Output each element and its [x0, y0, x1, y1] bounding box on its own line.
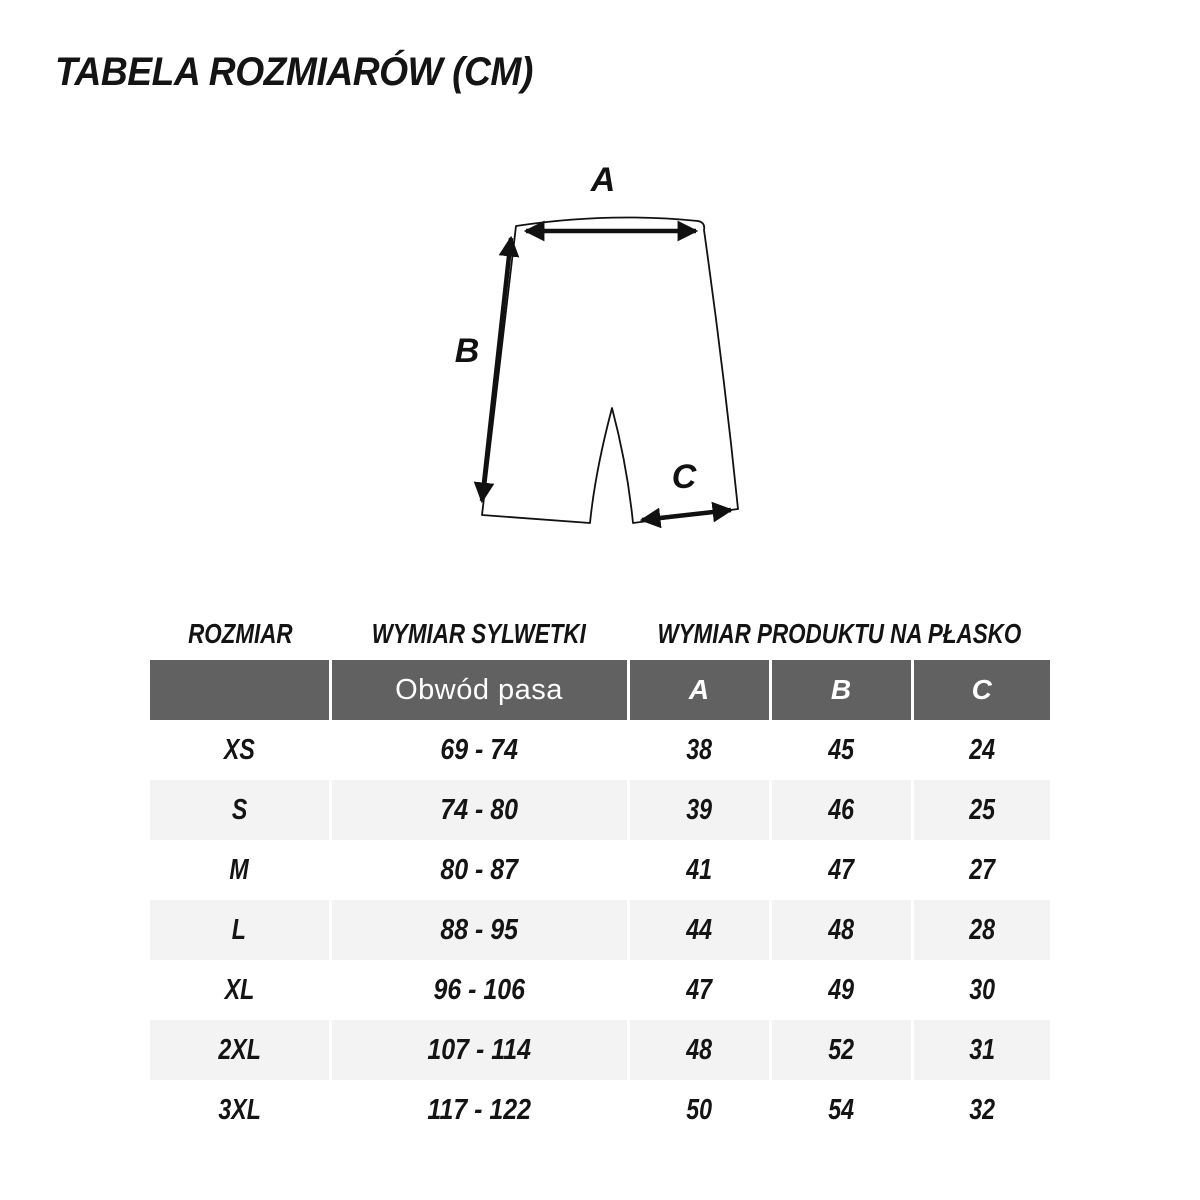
c-value: 30: [968, 973, 995, 1006]
cell-size: [150, 900, 330, 960]
c-value: 25: [968, 793, 995, 826]
cell-b: [770, 1080, 912, 1140]
c-value: 24: [968, 733, 995, 766]
cell-size: [150, 1080, 330, 1140]
cell-b: [770, 960, 912, 1020]
page-title-text: TABELA ROZMIARÓW (CM): [55, 50, 533, 94]
c-value: 32: [968, 1093, 995, 1126]
table-row-m: [150, 840, 1050, 900]
cell-size: [150, 960, 330, 1020]
size-table: [150, 660, 1050, 1140]
waist-value: 74 - 80: [440, 793, 518, 826]
table-row-s: [150, 780, 1050, 840]
size-label: 3XL: [217, 1093, 261, 1126]
cell-c: [912, 780, 1050, 840]
size-table-grid: [150, 660, 1050, 1140]
a-value: 50: [686, 1093, 712, 1126]
c-value: 27: [968, 853, 995, 886]
cell-size: [150, 1020, 330, 1080]
table-row-xl: [150, 960, 1050, 1020]
cell-a: [628, 960, 770, 1020]
subheader-waist: Obwód pasa: [330, 660, 628, 720]
size-label: 2XL: [217, 1033, 261, 1066]
size-label: XL: [224, 973, 255, 1006]
c-value: 31: [968, 1033, 995, 1066]
cell-waist: [330, 720, 628, 780]
cell-waist: [330, 780, 628, 840]
a-value: 47: [686, 973, 712, 1006]
a-value: 38: [686, 733, 712, 766]
table-row-xs: [150, 720, 1050, 780]
diagram-label-b: B: [454, 332, 480, 370]
a-value: 44: [686, 913, 712, 946]
table-row-3xl: [150, 1080, 1050, 1140]
b-value: 47: [828, 853, 854, 886]
b-value: 45: [828, 733, 854, 766]
cell-size: [150, 780, 330, 840]
table-header-row: [150, 660, 1050, 720]
size-label: XS: [223, 733, 255, 766]
cell-c: [912, 1080, 1050, 1140]
arrow-b: [482, 238, 511, 501]
cell-b: [770, 720, 912, 780]
diagram-label-c: C: [671, 458, 697, 496]
cell-b: [770, 900, 912, 960]
cell-a: [628, 1080, 770, 1140]
cell-waist: [330, 840, 628, 900]
b-value: 49: [828, 973, 854, 1006]
cell-waist: [330, 900, 628, 960]
waist-value: 107 - 114: [427, 1033, 531, 1066]
cell-b: [770, 780, 912, 840]
size-label: L: [232, 913, 247, 946]
cell-a: [628, 840, 770, 900]
cell-waist: [330, 1020, 628, 1080]
b-value: 46: [828, 793, 854, 826]
b-value: 52: [828, 1033, 854, 1066]
subheader-c: C: [912, 660, 1050, 720]
cell-c: [912, 900, 1050, 960]
cell-b: [770, 1020, 912, 1080]
waist-value: 88 - 95: [440, 913, 518, 946]
group-header-body-label: WYMIAR SYLWETKI: [371, 618, 587, 649]
cell-waist: [330, 1080, 628, 1140]
diagram-label-a: A: [590, 161, 616, 199]
waist-value: 69 - 74: [440, 733, 518, 766]
shorts-diagram: [440, 150, 770, 560]
a-value: 39: [686, 793, 712, 826]
cell-c: [912, 720, 1050, 780]
cell-c: [912, 1020, 1050, 1080]
subheader-a: A: [628, 660, 770, 720]
size-label: S: [231, 793, 247, 826]
cell-size: [150, 840, 330, 900]
cell-a: [628, 900, 770, 960]
group-header-size-label: ROZMIAR: [187, 618, 293, 649]
subheader-empty-cell: [150, 660, 330, 720]
waist-value: 80 - 87: [440, 853, 518, 886]
cell-c: [912, 840, 1050, 900]
arrow-c: [642, 510, 731, 520]
group-header-product-label: WYMIAR PRODUKTU NA PŁASKO: [657, 618, 1021, 649]
cell-a: [628, 780, 770, 840]
waist-value: 117 - 122: [427, 1093, 531, 1126]
table-row-l: [150, 900, 1050, 960]
group-header-product-measure: [628, 608, 1050, 650]
cell-a: [628, 1020, 770, 1080]
c-value: 28: [968, 913, 995, 946]
table-row-2xl: [150, 1020, 1050, 1080]
b-value: 48: [828, 913, 854, 946]
cell-size: [150, 720, 330, 780]
subheader-b: B: [770, 660, 912, 720]
page-title: [55, 50, 569, 95]
size-label: M: [229, 853, 249, 886]
group-header-body-measure: [330, 608, 628, 650]
b-value: 54: [828, 1093, 854, 1126]
cell-waist: [330, 960, 628, 1020]
group-header-size: [150, 608, 330, 650]
a-value: 48: [686, 1033, 712, 1066]
a-value: 41: [686, 853, 712, 886]
cell-b: [770, 840, 912, 900]
cell-a: [628, 720, 770, 780]
cell-c: [912, 960, 1050, 1020]
waist-value: 96 - 106: [433, 973, 525, 1006]
